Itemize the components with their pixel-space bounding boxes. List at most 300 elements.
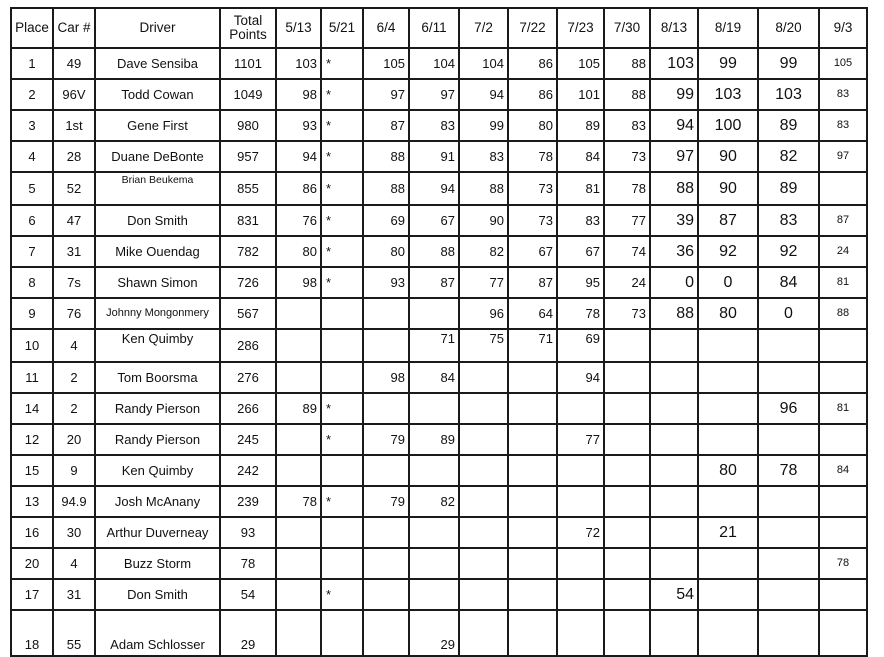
total-points-cell: 957: [220, 141, 276, 172]
table-row: [11, 267, 867, 298]
race-score-cell: 81: [819, 267, 867, 298]
driver-cell: Johnny Mongonmery: [95, 298, 220, 329]
race-score-cell: [604, 424, 650, 455]
race-score-cell: 84: [758, 267, 819, 298]
total-points-cell: 782: [220, 236, 276, 267]
race-score-cell: 105: [363, 48, 409, 79]
race-score-cell: 89: [758, 110, 819, 141]
race-score-cell: [650, 424, 698, 455]
race-score-cell: 79: [363, 424, 409, 455]
race-score-cell: [459, 610, 508, 656]
race-score-cell: 0: [758, 298, 819, 329]
race-score-cell: [508, 455, 557, 486]
place-cell: 15: [11, 455, 53, 486]
table-row: [11, 579, 867, 610]
race-score-cell: [557, 610, 604, 656]
driver-cell: Dave Sensiba: [95, 48, 220, 79]
place-cell: 18: [11, 610, 53, 656]
table-row: [11, 424, 867, 455]
place-cell: 9: [11, 298, 53, 329]
race-score-cell: 86: [276, 172, 321, 205]
race-score-cell: [758, 517, 819, 548]
race-score-cell: 89: [758, 172, 819, 205]
race-score-cell: 97: [409, 79, 459, 110]
car-number-cell: 28: [53, 141, 95, 172]
total-points-cell: 242: [220, 455, 276, 486]
driver-cell: Buzz Storm: [95, 548, 220, 579]
race-score-cell: 36: [650, 236, 698, 267]
race-score-cell: [363, 517, 409, 548]
race-score-cell: [604, 548, 650, 579]
race-score-cell: [604, 610, 650, 656]
place-cell: 5: [11, 172, 53, 205]
race-score-cell: [604, 455, 650, 486]
no-race-marker: [321, 517, 363, 548]
race-score-cell: 86: [508, 48, 557, 79]
driver-cell: Randy Pierson: [95, 424, 220, 455]
place-cell: 11: [11, 362, 53, 393]
table-row: [11, 48, 867, 79]
car-number-cell: 55: [53, 610, 95, 656]
car-number-cell: 96V: [53, 79, 95, 110]
race-score-cell: 21: [698, 517, 758, 548]
race-score-cell: 91: [409, 141, 459, 172]
race-score-cell: 94: [409, 172, 459, 205]
driver-cell: Todd Cowan: [95, 79, 220, 110]
race-score-cell: [650, 393, 698, 424]
total-points-cell: 726: [220, 267, 276, 298]
race-score-cell: 73: [508, 205, 557, 236]
race-score-cell: 83: [459, 141, 508, 172]
race-score-cell: 83: [557, 205, 604, 236]
race-score-cell: 84: [557, 141, 604, 172]
race-score-cell: 73: [604, 298, 650, 329]
race-score-cell: 104: [459, 48, 508, 79]
race-score-cell: [276, 610, 321, 656]
race-score-cell: 99: [758, 48, 819, 79]
driver-cell: Adam Schlosser: [95, 610, 220, 656]
race-score-cell: [363, 393, 409, 424]
race-score-cell: 96: [459, 298, 508, 329]
race-score-cell: 71: [508, 329, 557, 362]
race-score-cell: 83: [604, 110, 650, 141]
race-score-cell: 88: [409, 236, 459, 267]
header-date: 9/3: [819, 8, 867, 48]
table-row: [11, 172, 867, 205]
race-score-cell: 90: [698, 141, 758, 172]
race-score-cell: 97: [650, 141, 698, 172]
race-score-cell: 88: [363, 141, 409, 172]
race-score-cell: 80: [698, 455, 758, 486]
race-score-cell: [650, 362, 698, 393]
race-score-cell: 83: [758, 205, 819, 236]
total-points-cell: 78: [220, 548, 276, 579]
no-race-marker: *: [321, 579, 363, 610]
race-score-cell: 67: [557, 236, 604, 267]
race-score-cell: 83: [819, 79, 867, 110]
driver-cell: Don Smith: [95, 205, 220, 236]
race-score-cell: [698, 610, 758, 656]
header-date: 5/21: [321, 8, 363, 48]
car-number-cell: 9: [53, 455, 95, 486]
race-score-cell: 100: [698, 110, 758, 141]
race-score-cell: 75: [459, 329, 508, 362]
total-points-cell: 286: [220, 329, 276, 362]
race-score-cell: [557, 393, 604, 424]
race-score-cell: [604, 517, 650, 548]
race-score-cell: 87: [698, 205, 758, 236]
driver-cell: Randy Pierson: [95, 393, 220, 424]
place-cell: 4: [11, 141, 53, 172]
race-score-cell: [819, 610, 867, 656]
race-score-cell: 74: [604, 236, 650, 267]
car-number-cell: 30: [53, 517, 95, 548]
no-race-marker: *: [321, 486, 363, 517]
no-race-marker: [321, 362, 363, 393]
header-driver: Driver: [95, 8, 220, 48]
place-cell: 17: [11, 579, 53, 610]
table-row: [11, 610, 867, 656]
race-score-cell: 80: [698, 298, 758, 329]
race-score-cell: [698, 393, 758, 424]
race-score-cell: [363, 329, 409, 362]
race-score-cell: 78: [758, 455, 819, 486]
place-cell: 16: [11, 517, 53, 548]
no-race-marker: [321, 610, 363, 656]
race-score-cell: [758, 424, 819, 455]
race-score-cell: 87: [363, 110, 409, 141]
race-score-cell: [276, 362, 321, 393]
table-row: [11, 329, 867, 362]
header-row: [11, 8, 867, 48]
race-score-cell: [508, 424, 557, 455]
race-score-cell: 54: [650, 579, 698, 610]
race-score-cell: 98: [363, 362, 409, 393]
race-score-cell: 98: [276, 267, 321, 298]
race-score-cell: 105: [557, 48, 604, 79]
race-score-cell: [276, 455, 321, 486]
place-cell: 1: [11, 48, 53, 79]
race-score-cell: 94: [459, 79, 508, 110]
total-points-cell: 93: [220, 517, 276, 548]
table-row: [11, 517, 867, 548]
car-number-cell: 2: [53, 393, 95, 424]
race-score-cell: 88: [819, 298, 867, 329]
race-score-cell: [819, 172, 867, 205]
race-score-cell: [698, 362, 758, 393]
race-score-cell: [604, 486, 650, 517]
race-score-cell: 88: [604, 79, 650, 110]
race-score-cell: [698, 579, 758, 610]
race-score-cell: 93: [363, 267, 409, 298]
car-number-cell: 4: [53, 329, 95, 362]
header-place: Place: [11, 8, 53, 48]
driver-cell: Arthur Duverneay: [95, 517, 220, 548]
race-score-cell: 80: [276, 236, 321, 267]
no-race-marker: *: [321, 141, 363, 172]
race-score-cell: 97: [363, 79, 409, 110]
race-score-cell: 99: [459, 110, 508, 141]
race-score-cell: [363, 610, 409, 656]
race-score-cell: [508, 579, 557, 610]
race-score-cell: 80: [508, 110, 557, 141]
race-score-cell: 98: [276, 79, 321, 110]
header-date: 7/22: [508, 8, 557, 48]
race-score-cell: 84: [819, 455, 867, 486]
race-score-cell: [650, 517, 698, 548]
race-score-cell: 88: [650, 172, 698, 205]
header-car-number: Car #: [53, 8, 95, 48]
race-score-cell: 0: [698, 267, 758, 298]
place-cell: 10: [11, 329, 53, 362]
race-score-cell: [604, 329, 650, 362]
race-score-cell: [409, 517, 459, 548]
race-score-cell: [459, 424, 508, 455]
driver-cell: Brian Beukema: [95, 172, 220, 205]
race-score-cell: [650, 329, 698, 362]
race-score-cell: 104: [409, 48, 459, 79]
race-score-cell: 88: [459, 172, 508, 205]
race-score-cell: 101: [557, 79, 604, 110]
race-score-cell: 99: [650, 79, 698, 110]
race-score-cell: 94: [276, 141, 321, 172]
race-score-cell: [819, 329, 867, 362]
place-cell: 2: [11, 79, 53, 110]
race-score-cell: 24: [819, 236, 867, 267]
race-score-cell: 96: [758, 393, 819, 424]
race-score-cell: 78: [604, 172, 650, 205]
table-row: [11, 362, 867, 393]
total-points-cell: 1101: [220, 48, 276, 79]
table-row: [11, 548, 867, 579]
race-score-cell: 82: [409, 486, 459, 517]
place-cell: 13: [11, 486, 53, 517]
race-score-cell: 95: [557, 267, 604, 298]
race-score-cell: [459, 486, 508, 517]
table-row: [11, 205, 867, 236]
race-score-cell: 90: [459, 205, 508, 236]
race-score-cell: 83: [409, 110, 459, 141]
driver-cell: Mike Ouendag: [95, 236, 220, 267]
race-score-cell: 92: [758, 236, 819, 267]
race-score-cell: [650, 548, 698, 579]
race-score-cell: [276, 548, 321, 579]
race-score-cell: [363, 455, 409, 486]
total-points-cell: 980: [220, 110, 276, 141]
race-score-cell: 77: [459, 267, 508, 298]
no-race-marker: *: [321, 205, 363, 236]
race-score-cell: [459, 579, 508, 610]
no-race-marker: *: [321, 424, 363, 455]
race-score-cell: 84: [409, 362, 459, 393]
race-score-cell: 86: [508, 79, 557, 110]
race-score-cell: [698, 548, 758, 579]
race-score-cell: 81: [557, 172, 604, 205]
no-race-marker: *: [321, 172, 363, 205]
race-score-cell: [557, 548, 604, 579]
header-date: 7/2: [459, 8, 508, 48]
race-score-cell: [409, 548, 459, 579]
race-score-cell: 93: [276, 110, 321, 141]
race-score-cell: [557, 455, 604, 486]
race-score-cell: [819, 486, 867, 517]
race-score-cell: 89: [409, 424, 459, 455]
race-score-cell: 81: [819, 393, 867, 424]
total-points-cell: 276: [220, 362, 276, 393]
driver-cell: Don Smith: [95, 579, 220, 610]
no-race-marker: *: [321, 110, 363, 141]
race-score-cell: 87: [409, 267, 459, 298]
race-score-cell: [508, 548, 557, 579]
car-number-cell: 20: [53, 424, 95, 455]
standings-table: [10, 7, 868, 657]
table-row: [11, 455, 867, 486]
race-score-cell: [650, 610, 698, 656]
total-points-cell: 855: [220, 172, 276, 205]
race-score-cell: [698, 486, 758, 517]
race-score-cell: 88: [604, 48, 650, 79]
race-score-cell: 94: [650, 110, 698, 141]
place-cell: 3: [11, 110, 53, 141]
race-score-cell: [276, 579, 321, 610]
table-row: [11, 110, 867, 141]
race-score-cell: [508, 362, 557, 393]
race-score-cell: [459, 362, 508, 393]
race-score-cell: 39: [650, 205, 698, 236]
race-score-cell: [819, 424, 867, 455]
table-row: [11, 236, 867, 267]
no-race-marker: [321, 455, 363, 486]
race-score-cell: [698, 329, 758, 362]
total-points-cell: 266: [220, 393, 276, 424]
total-points-cell: 831: [220, 205, 276, 236]
race-score-cell: 76: [276, 205, 321, 236]
race-score-cell: 89: [557, 110, 604, 141]
race-score-cell: 0: [650, 267, 698, 298]
place-cell: 7: [11, 236, 53, 267]
race-score-cell: [557, 579, 604, 610]
place-cell: 14: [11, 393, 53, 424]
driver-cell: Gene First: [95, 110, 220, 141]
header-date: 8/20: [758, 8, 819, 48]
race-score-cell: 97: [819, 141, 867, 172]
race-score-cell: [409, 298, 459, 329]
header-date: 7/30: [604, 8, 650, 48]
race-score-cell: 24: [604, 267, 650, 298]
race-score-cell: 103: [698, 79, 758, 110]
race-score-cell: 69: [557, 329, 604, 362]
race-score-cell: 88: [650, 298, 698, 329]
race-score-cell: [508, 610, 557, 656]
race-score-cell: [409, 579, 459, 610]
no-race-marker: *: [321, 267, 363, 298]
car-number-cell: 31: [53, 236, 95, 267]
car-number-cell: 76: [53, 298, 95, 329]
race-score-cell: 103: [650, 48, 698, 79]
car-number-cell: 1st: [53, 110, 95, 141]
race-score-cell: [604, 362, 650, 393]
driver-cell: Ken Quimby: [95, 455, 220, 486]
race-score-cell: 77: [557, 424, 604, 455]
total-points-cell: 29: [220, 610, 276, 656]
race-score-cell: [557, 486, 604, 517]
race-score-cell: [819, 579, 867, 610]
race-score-cell: [276, 298, 321, 329]
car-number-cell: 94.9: [53, 486, 95, 517]
race-score-cell: 94: [557, 362, 604, 393]
no-race-marker: [321, 298, 363, 329]
header-date: 8/13: [650, 8, 698, 48]
race-score-cell: 103: [758, 79, 819, 110]
race-score-cell: 67: [409, 205, 459, 236]
race-score-cell: [409, 455, 459, 486]
no-race-marker: [321, 548, 363, 579]
race-score-cell: 89: [276, 393, 321, 424]
race-score-cell: [758, 610, 819, 656]
total-points-cell: 239: [220, 486, 276, 517]
race-score-cell: 105: [819, 48, 867, 79]
race-score-cell: [276, 517, 321, 548]
race-score-cell: [604, 393, 650, 424]
total-points-cell: 245: [220, 424, 276, 455]
race-score-cell: 78: [819, 548, 867, 579]
race-score-cell: 79: [363, 486, 409, 517]
race-score-cell: 82: [459, 236, 508, 267]
race-score-cell: 64: [508, 298, 557, 329]
race-score-cell: [698, 424, 758, 455]
race-score-cell: [758, 362, 819, 393]
car-number-cell: 47: [53, 205, 95, 236]
place-cell: 20: [11, 548, 53, 579]
race-score-cell: 72: [557, 517, 604, 548]
race-score-cell: 87: [819, 205, 867, 236]
race-score-cell: [459, 517, 508, 548]
race-score-cell: [459, 548, 508, 579]
place-cell: 6: [11, 205, 53, 236]
place-cell: 12: [11, 424, 53, 455]
race-score-cell: 78: [508, 141, 557, 172]
header-date: 7/23: [557, 8, 604, 48]
driver-cell: Tom Boorsma: [95, 362, 220, 393]
place-cell: 8: [11, 267, 53, 298]
header-date: 6/11: [409, 8, 459, 48]
race-score-cell: 83: [819, 110, 867, 141]
no-race-marker: *: [321, 79, 363, 110]
race-score-cell: 71: [409, 329, 459, 362]
car-number-cell: 7s: [53, 267, 95, 298]
race-score-cell: [508, 517, 557, 548]
race-score-cell: [459, 393, 508, 424]
header-date: 5/13: [276, 8, 321, 48]
race-score-cell: [363, 548, 409, 579]
race-score-cell: 78: [557, 298, 604, 329]
total-points-cell: 567: [220, 298, 276, 329]
race-score-cell: [819, 517, 867, 548]
race-score-cell: [508, 486, 557, 517]
driver-cell: Ken Quimby: [95, 329, 220, 362]
no-race-marker: *: [321, 393, 363, 424]
race-score-cell: [758, 329, 819, 362]
race-score-cell: 87: [508, 267, 557, 298]
driver-cell: Shawn Simon: [95, 267, 220, 298]
driver-cell: Duane DeBonte: [95, 141, 220, 172]
race-score-cell: [363, 298, 409, 329]
car-number-cell: 2: [53, 362, 95, 393]
race-score-cell: [276, 424, 321, 455]
race-score-cell: [604, 579, 650, 610]
race-score-cell: 82: [758, 141, 819, 172]
header-date: 6/4: [363, 8, 409, 48]
